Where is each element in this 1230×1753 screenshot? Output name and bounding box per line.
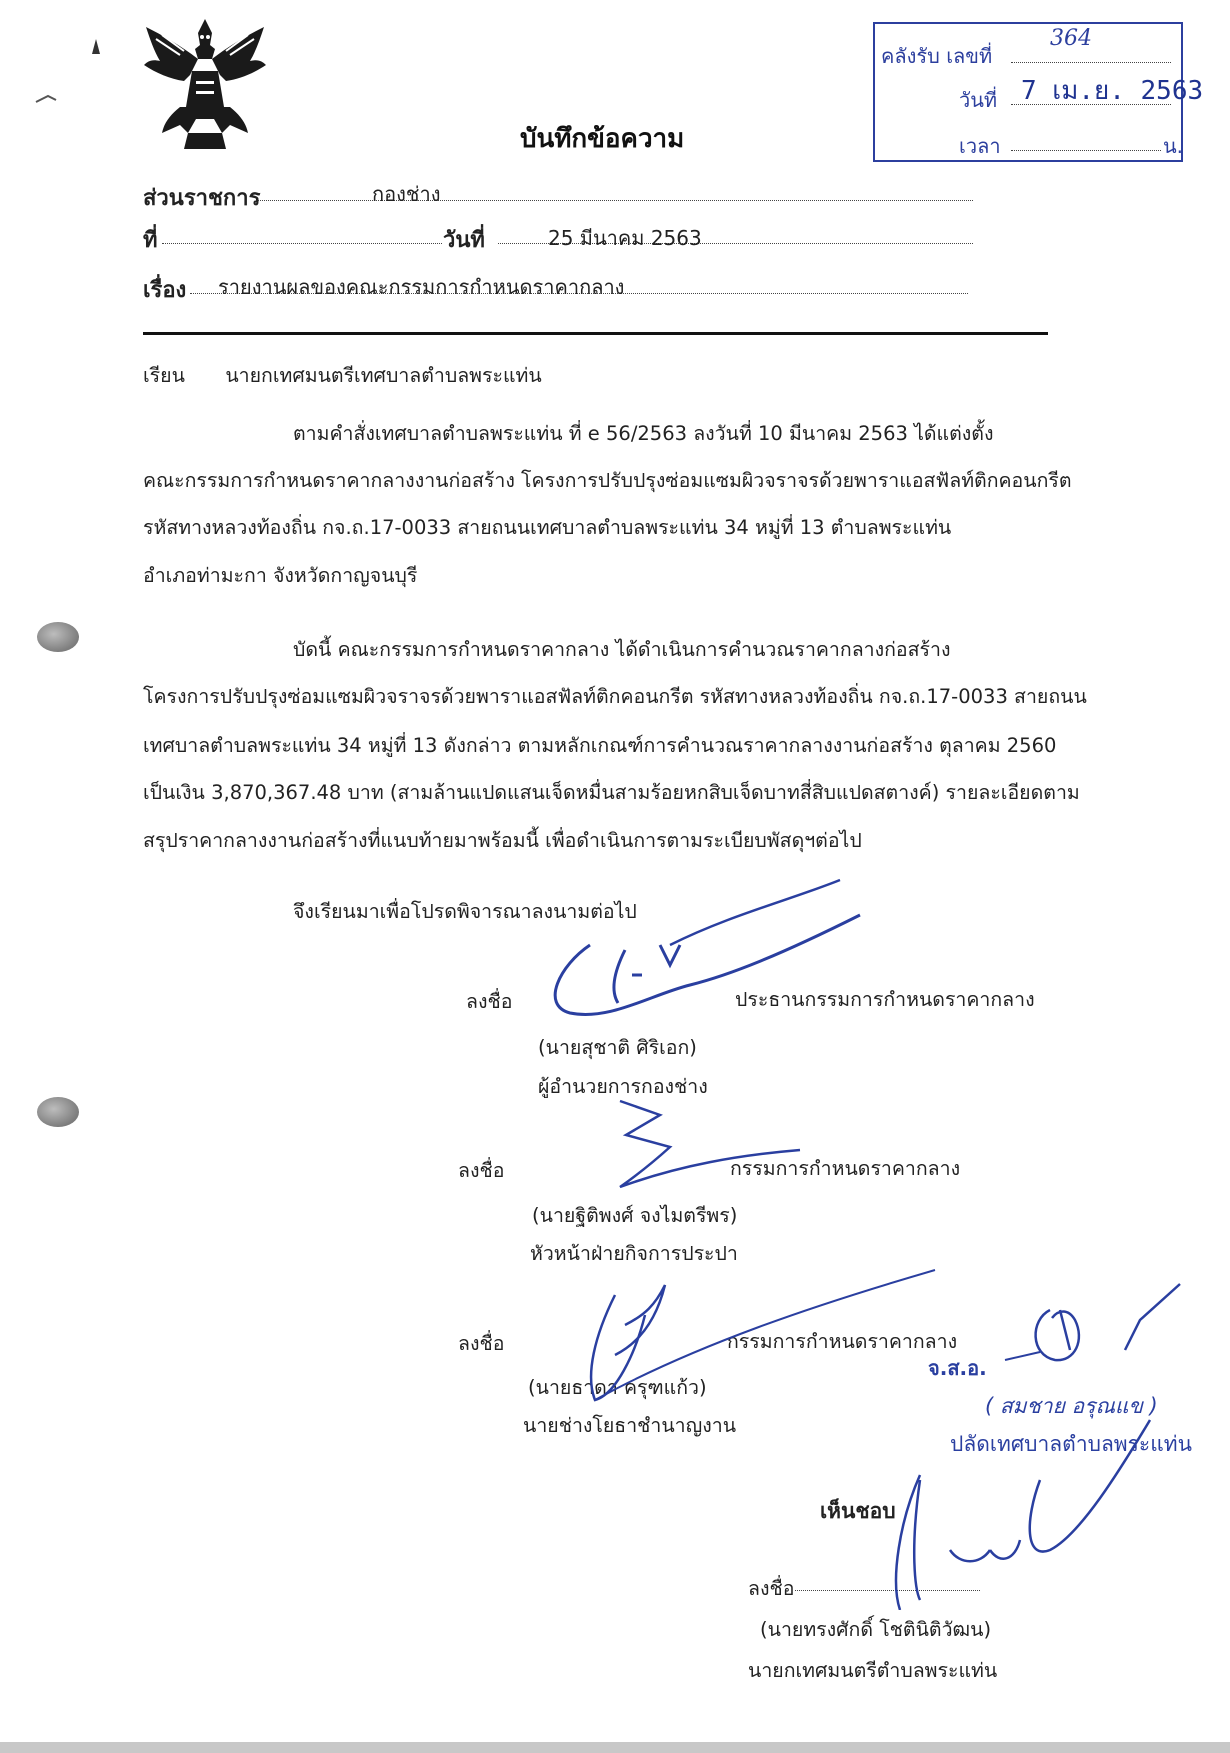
deputy-name: ( สมชาย อรุณแข ) — [985, 1394, 1158, 1418]
signatory-name: (นายฐิติพงศ์ จงไมตรีพร) — [532, 1204, 738, 1227]
document-title: บันทึกข้อความ — [520, 124, 685, 154]
punch-hole — [37, 1097, 79, 1127]
subject-row — [143, 272, 186, 307]
para2-line: บัดนี้ คณะกรรมการกำหนดราคากลาง ได้ดำเนินการคำนวณราคากลางก่อสร้าง — [293, 638, 951, 661]
signatory-position: หัวหน้าฝ่ายกิจการประปา — [530, 1242, 738, 1265]
receive-number: 364 — [1050, 26, 1092, 51]
para1-line: ตามคำสั่งเทศบาลตำบลพระแท่น ที่ e 56/2563 ลงวันที่ 10 มีนาคม 2563 ได้แต่งตั้ง — [293, 422, 994, 445]
signatory-name: (นายธาดา ครุฑแก้ว) — [528, 1376, 707, 1399]
department-label: ส่วนราชการ — [143, 186, 261, 211]
signatory-name: (นายสุชาติ ศิริเอก) — [538, 1036, 697, 1059]
salutation-label: เรียน — [143, 364, 185, 387]
closing-line: จึงเรียนมาเพื่อโปรดพิจารณาลงนามต่อไป — [293, 900, 637, 923]
para2-line: โครงการปรับปรุงซ่อมแซมผิวจราจรด้วยพาราแอสฟัลท์ติกคอนกรีต รหัสทางหลวงท้องถิ่น กจ.ถ.17-0033 สายถนน — [143, 685, 1087, 708]
para2-line: สรุปราคากลางงานก่อสร้างที่แนบท้ายมาพร้อมนี้ เพื่อดำเนินการตามระเบียบพัสดุฯต่อไป — [143, 829, 862, 852]
para2-line: เทศบาลตำบลพระแท่น 34 หมู่ที่ 13 ดังกล่าว ตามหลักเกณฑ์การคำนวณราคากลางงานก่อสร้าง ตุลาคม 2560 — [143, 734, 1057, 757]
department-value: กองช่าง — [372, 182, 441, 206]
scan-bottom-edge — [0, 1742, 1230, 1753]
signatory-position: ผู้อำนวยการกองช่าง — [538, 1075, 708, 1098]
approval-label: เห็นชอบ — [820, 1499, 896, 1523]
approval-signature — [840, 1320, 1160, 1610]
approval-name: (นายทรงศักดิ์ โชตินิติวัฒน) — [760, 1618, 992, 1641]
salutation-recipient: นายกเทศมนตรีเทศบาลตำบลพระแท่น — [225, 364, 542, 387]
sign-label: ลงชื่อ — [458, 1332, 505, 1355]
scan-mark-icon — [88, 38, 104, 56]
stamp-date-value: 7 เม.ย. 2563 — [1021, 76, 1204, 106]
sign-label: ลงชื่อ — [458, 1159, 505, 1182]
header-divider — [143, 332, 1048, 335]
stamp-date-label: วันที่ — [959, 88, 998, 112]
receive-label: คลังรับ เลขที่ — [881, 44, 993, 68]
signatory-position: นายช่างโยธาชำนาญงาน — [523, 1414, 737, 1437]
salutation — [143, 360, 542, 391]
department-row — [143, 180, 260, 215]
subject-label: เรื่อง — [143, 278, 187, 303]
para2-line: เป็นเงิน 3,870,367.48 บาท (สามล้านแปดแสนเจ็ดหมื่นสามร้อยหกสิบเจ็ดบาทสี่สิบแปดสตางค์) รายละเอียดตาม — [143, 781, 1080, 804]
signatory-role: กรรมการกำหนดราคากลาง — [730, 1157, 961, 1180]
para1-line: รหัสทางหลวงท้องถิ่น กจ.ถ.17-0033 สายถนนเทศบาลตำบลพระแท่น 34 หมู่ที่ 13 ตำบลพระแท่น — [143, 516, 952, 539]
sign-label: ลงชื่อ — [466, 990, 513, 1013]
scan-mark-icon — [34, 92, 58, 106]
subject-value: รายงานผลของคณะกรรมการกำหนดราคากลาง — [218, 275, 625, 299]
deputy-prefix: จ.ส.อ. — [928, 1356, 987, 1380]
signature-1 — [530, 875, 890, 1025]
para1-line: คณะกรรมการกำหนดราคากลางงานก่อสร้าง โครงการปรับปรุงซ่อมแซมผิวจราจรด้วยพาราแอสฟัลท์ติกคอนกรีต — [143, 469, 1072, 492]
ref-label: ที่ — [143, 228, 158, 253]
ref-row — [143, 222, 158, 257]
stamp-time-label: เวลา — [959, 134, 1001, 158]
signatory-role: กรรมการกำหนดราคากลาง — [727, 1330, 958, 1353]
approval-position: นายกเทศมนตรีตำบลพระแท่น — [748, 1659, 998, 1682]
deputy-position: ปลัดเทศบาลตำบลพระแท่น — [950, 1432, 1192, 1456]
date-label: วันที่ — [443, 228, 485, 253]
stamp-time-suffix: น. — [1163, 134, 1184, 158]
signature-2 — [590, 1095, 810, 1195]
date-value: 25 มีนาคม 2563 — [548, 226, 702, 250]
approval-sign-label: ลงชื่อ — [748, 1577, 795, 1600]
receive-stamp — [873, 22, 1204, 162]
signatory-role: ประธานกรรมการกำหนดราคากลาง — [735, 988, 1035, 1011]
punch-hole — [37, 622, 79, 652]
para1-line: อำเภอท่ามะกา จังหวัดกาญจนบุรี — [143, 564, 418, 587]
garuda-emblem — [140, 15, 270, 155]
